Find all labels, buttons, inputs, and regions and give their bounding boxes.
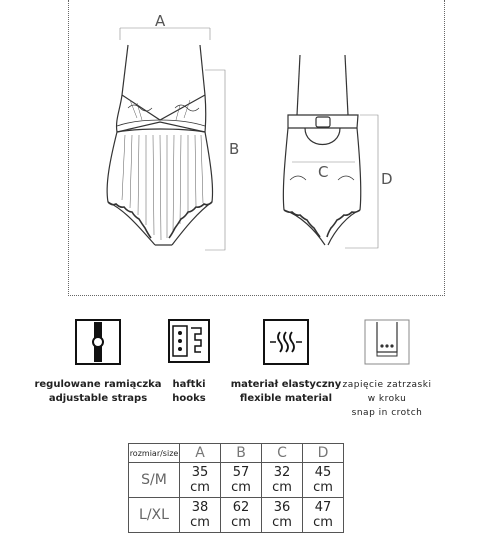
table-row: [129, 498, 344, 533]
feature-label-en: hooks: [172, 393, 206, 404]
back-bodysuit-drawing: [283, 55, 360, 245]
size-table-header-c: C: [262, 444, 303, 463]
snap-crotch-icon: [363, 318, 411, 366]
size-cell: L/XL: [129, 498, 180, 533]
feature-label-pl: regulowane ramiączka: [34, 379, 162, 390]
size-table-header-a: A: [180, 444, 221, 463]
value-cell: 38 cm: [180, 498, 221, 533]
size-table-header-d: D: [303, 444, 344, 463]
dimension-label-c: C: [318, 163, 329, 181]
feature-label-en: flexible material: [239, 393, 333, 404]
value-cell: 57 cm: [221, 463, 262, 498]
table-row: [129, 463, 344, 498]
size-table: [128, 443, 344, 533]
elastic-material-icon: [262, 318, 310, 366]
value-cell: 62 cm: [221, 498, 262, 533]
value-cell: 35 cm: [180, 463, 221, 498]
feature-label-pl: materiał elastyczny: [230, 379, 342, 390]
size-table-header-row: [129, 444, 344, 463]
feature-label-pl: zapięcie zatrzaski w kroku: [342, 380, 432, 404]
dimension-label-a: A: [155, 12, 166, 30]
feature-label-en: adjustable straps: [48, 393, 148, 404]
feature-label-en: snap in crotch: [351, 408, 423, 418]
value-cell: 32 cm: [262, 463, 303, 498]
adjustable-strap-icon: [74, 318, 122, 366]
feature-label-pl: haftki: [172, 379, 206, 390]
front-bodysuit-drawing: [107, 45, 212, 245]
feature-snap-in-crotch: [317, 318, 457, 420]
dimension-label-b: B: [229, 140, 240, 158]
value-cell: 45 cm: [303, 463, 344, 498]
value-cell: 36 cm: [262, 498, 303, 533]
hooks-icon: [165, 318, 213, 366]
value-cell: 47 cm: [303, 498, 344, 533]
size-cell: S/M: [129, 463, 180, 498]
size-table-corner: rozmiar/size: [129, 444, 180, 463]
dimension-label-d: D: [381, 170, 393, 188]
size-table-header-b: B: [221, 444, 262, 463]
